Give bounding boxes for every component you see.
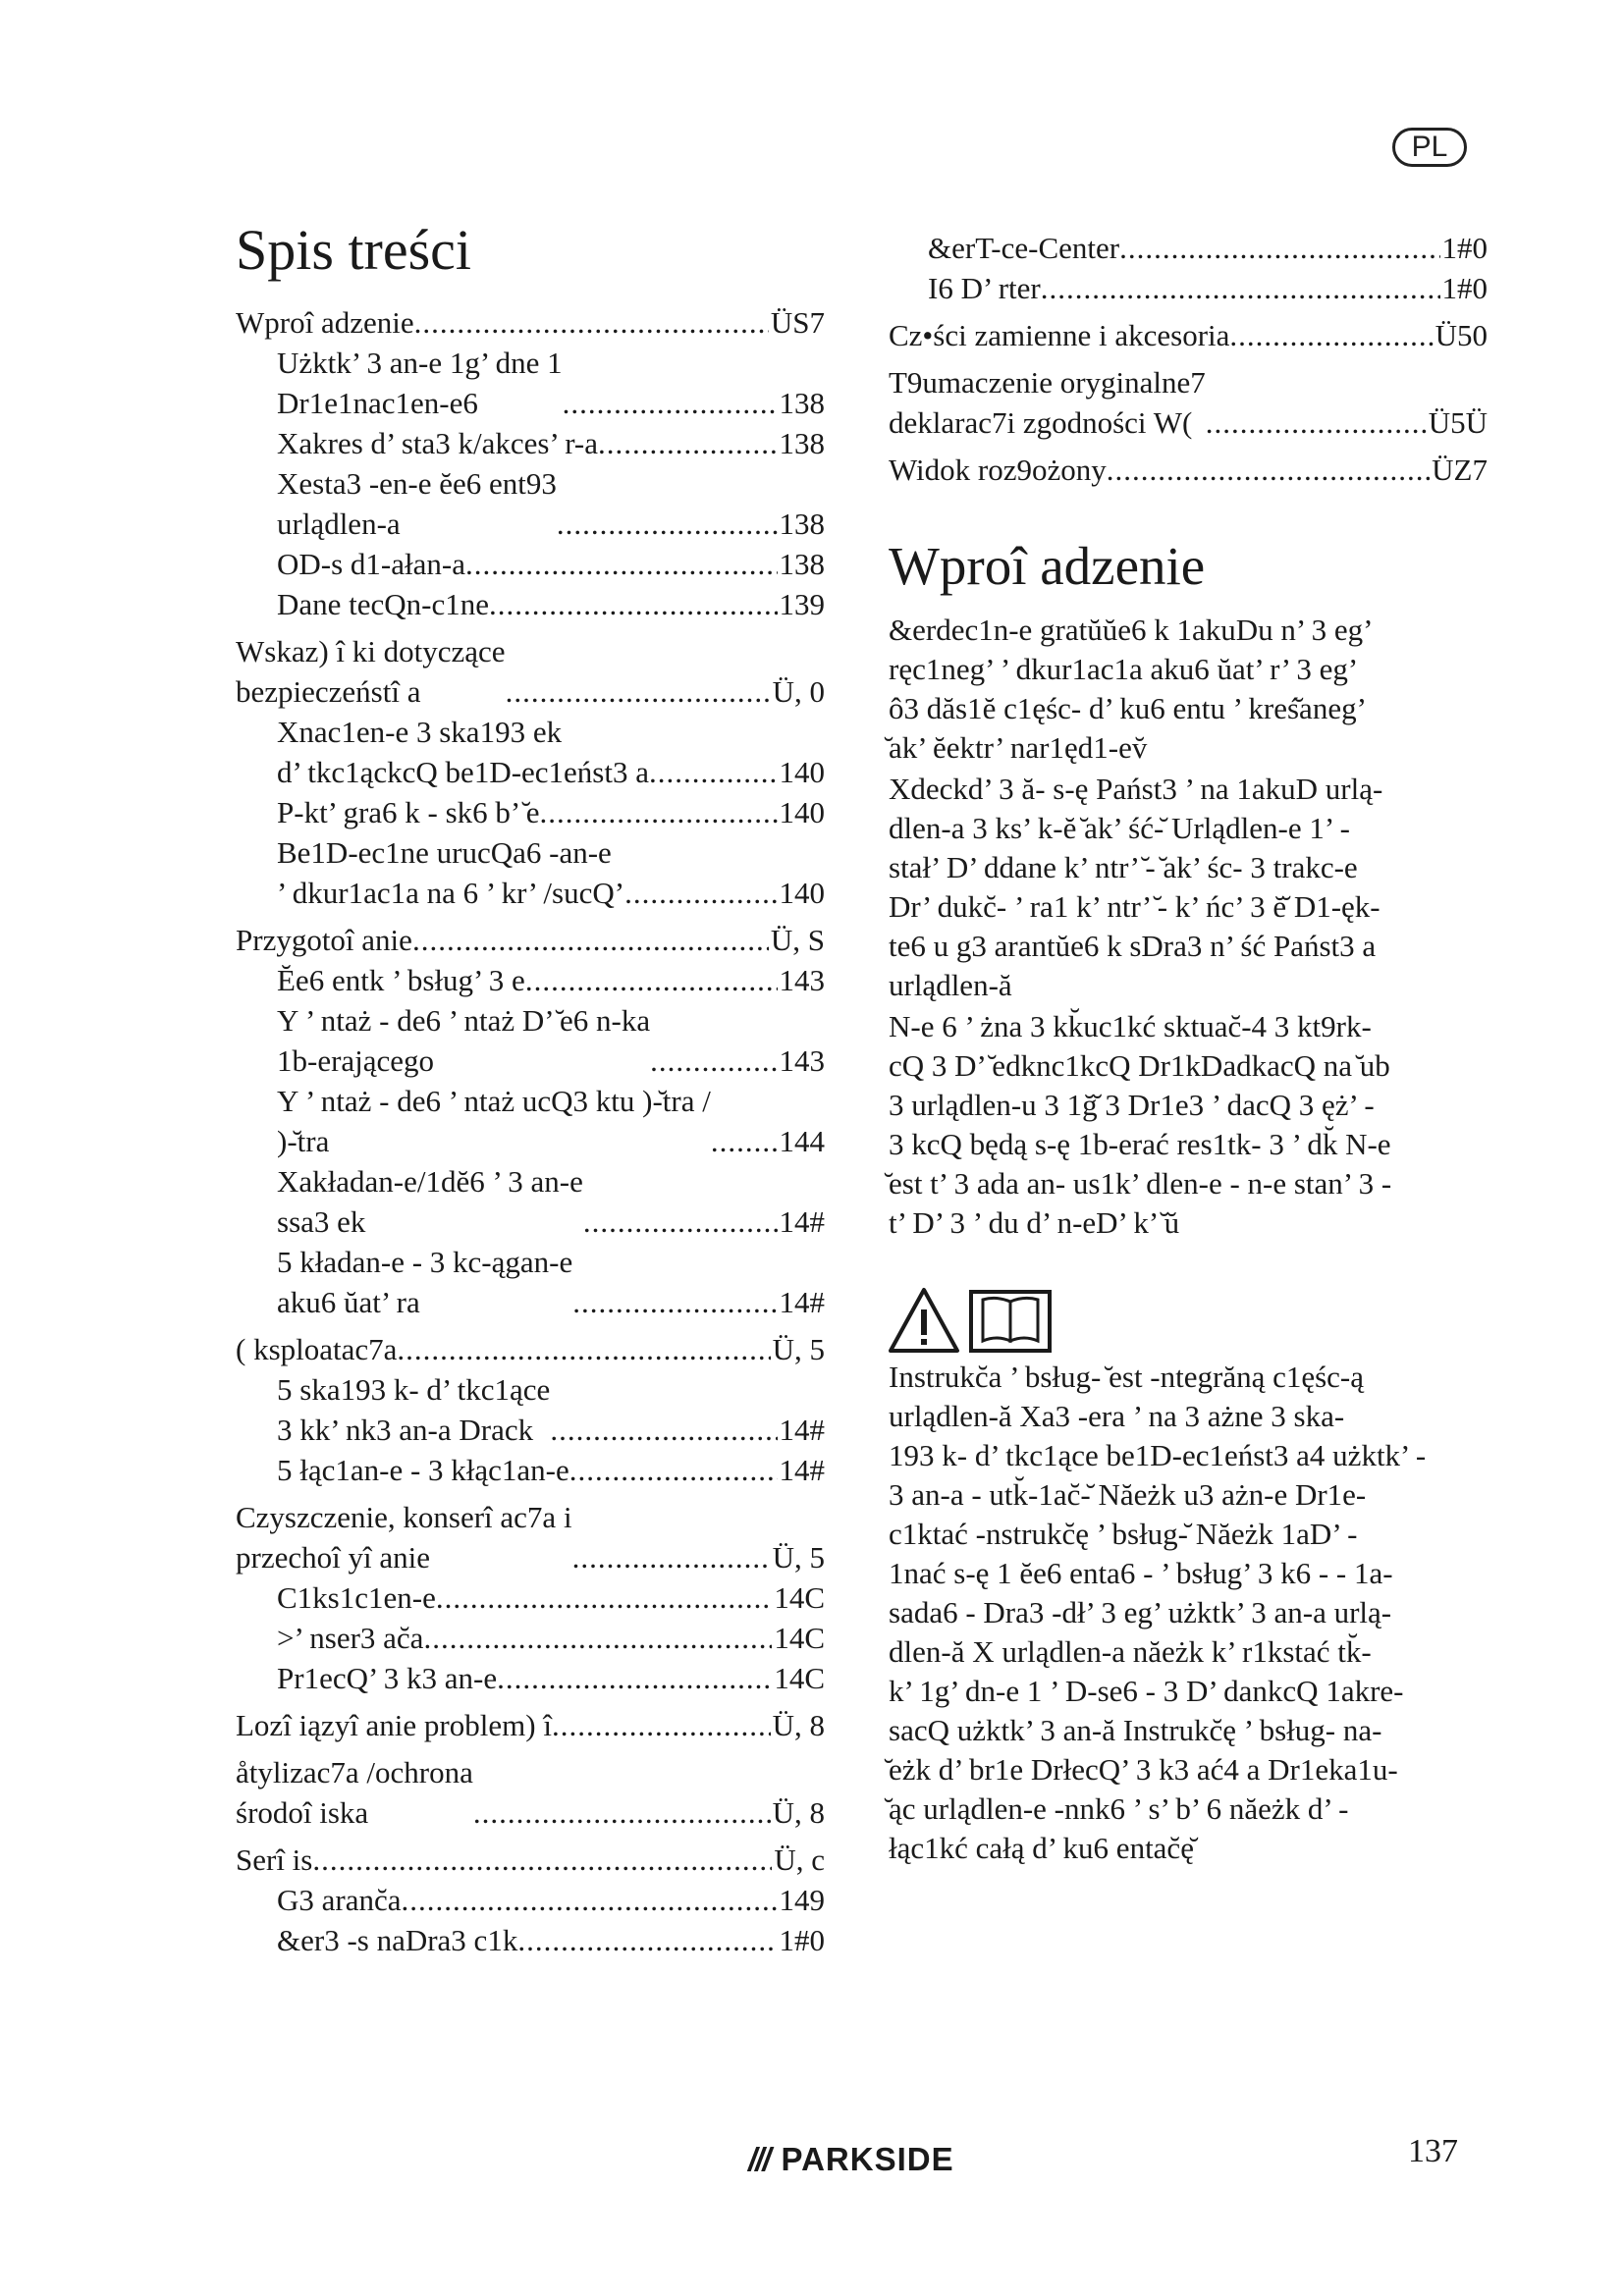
toc-subsection: [236, 1450, 825, 1490]
toc-dot-leader: [436, 1577, 772, 1618]
toc-entry-title: Pr1ecQ’ 3 k3 an-e: [277, 1661, 498, 1695]
toc-entry-title: Xakres d’ sta3 k/akces’ r-a: [277, 426, 599, 460]
toc-page-number: 14C: [774, 1661, 825, 1695]
toc-section: [236, 1497, 825, 1577]
toc-dot-leader: [557, 504, 778, 544]
brand-name: PARKSIDE: [781, 2141, 954, 2177]
toc-entry-title: åtylizac7a /ochrona środoî iska: [236, 1755, 473, 1830]
toc-subsection: [236, 1618, 825, 1658]
toc-dot-leader: [1119, 228, 1439, 268]
toc-entry-title: &er3 -s naDra3 c1k: [277, 1923, 518, 1957]
toc-page-number: 1#0: [1441, 231, 1488, 265]
toc-subsection: [236, 1577, 825, 1618]
toc-dot-leader: [572, 1282, 777, 1322]
toc-dot-leader: [489, 584, 777, 624]
toc-page-number: 14#: [779, 1204, 825, 1239]
toc-entry-title: T9umaczenie oryginalne7 deklarac7i zgodności W(: [889, 365, 1206, 440]
toc-subsection: [236, 1658, 825, 1698]
toc-page-number: ÜZ7: [1432, 453, 1488, 487]
toc-section: [889, 450, 1488, 490]
toc-section: [236, 1329, 825, 1369]
toc-page-number: 139: [779, 587, 825, 621]
toc-subsection: [889, 268, 1488, 308]
toc-list-left: [236, 302, 825, 1960]
toc-entry-title: Widok roz9ożony: [889, 453, 1107, 487]
toc-page-number: 140: [779, 876, 825, 910]
toc-dot-leader: [550, 1410, 777, 1450]
toc-subsection: [236, 1000, 825, 1081]
toc-section: [236, 302, 825, 343]
toc-page-number: Ü, 8: [772, 1795, 825, 1830]
toc-page-number: Ü, 5: [772, 1540, 825, 1575]
toc-dot-leader: [1041, 268, 1440, 308]
toc-page-number: 138: [779, 547, 825, 581]
toc-dot-leader: [402, 1880, 778, 1920]
safety-icons: [889, 1286, 1056, 1357]
toc-dot-leader: [552, 1705, 771, 1745]
toc-subsection: [236, 423, 825, 463]
toc-entry-title: I6 D’ rter: [928, 271, 1041, 305]
toc-dot-leader: [517, 1920, 777, 1960]
toc-entry-title: Dane tecQn-c1ne: [277, 587, 490, 621]
toc-dot-leader: [506, 671, 771, 712]
toc-entry-title: Xesta3 -en-e ĕe6 ent93 urlądlen-a: [277, 466, 557, 541]
toc-subsection: [236, 792, 825, 832]
toc-dot-leader: [624, 873, 777, 913]
toc-subsection: [236, 960, 825, 1000]
toc-dot-leader: [569, 1450, 778, 1490]
toc-page-number: Ü, 8: [772, 1708, 825, 1742]
toc-entry-title: ( ksploatac7a: [236, 1332, 398, 1366]
toc-section: [236, 631, 825, 712]
toc-section: [236, 1705, 825, 1745]
toc-page-number: Ü50: [1435, 318, 1488, 352]
toc-entry-title: Y ’ ntaż - de6 ’ ntaż D’ ̆e6 n-ka 1b-erającego: [277, 1003, 651, 1078]
manual-book-icon: [971, 1292, 1050, 1351]
toc-entry-title: 5 łąc1an-e - 3 kłąc1an-e: [277, 1453, 569, 1487]
toc-dot-leader: [497, 1658, 772, 1698]
toc-entry-title: Serî is: [236, 1842, 313, 1877]
toc-dot-leader: [465, 544, 778, 584]
toc-page-number: 14C: [774, 1580, 825, 1615]
toc-entry-title: Lozî iązyî anie problem) î: [236, 1708, 552, 1742]
toc-page-number: 143: [779, 1043, 825, 1078]
toc-dot-leader: [539, 792, 777, 832]
toc-dot-leader: [1229, 315, 1433, 355]
toc-subsection: [236, 1920, 825, 1960]
toc-entry-title: &erT-ce-Center: [928, 231, 1120, 265]
toc-dot-leader: [412, 920, 769, 960]
toc-subsection: [236, 1161, 825, 1242]
toc-subsection: [236, 712, 825, 792]
toc-entry-title: Cz•ści zamienne i akcesoria: [889, 318, 1230, 352]
toc-dot-leader: [598, 423, 777, 463]
toc-subsection: [236, 544, 825, 584]
toc-subsection: [236, 832, 825, 913]
toc-section: [236, 1840, 825, 1880]
toc-entry-title: >’ nser3 ac̆a: [277, 1621, 424, 1655]
toc-dot-leader: [525, 960, 778, 1000]
toc-entry-title: Be1D-ec1ne urucQa6 -an-e ’ dkur1ac1a na 6 ’ kr’ /sucQ’: [277, 835, 625, 910]
toc-page-number: Ü, c: [774, 1842, 825, 1877]
toc-page-number: 14#: [779, 1453, 825, 1487]
toc-page-number: 140: [779, 795, 825, 829]
toc-subsection: [236, 1081, 825, 1161]
toc-section: [236, 1752, 825, 1833]
brand-slashes: ///: [748, 2141, 770, 2177]
toc-entry-title: 5 kładan-e - 3 kc-ągan-e aku6 ŭat’ ra: [277, 1245, 573, 1319]
toc-section: [889, 315, 1488, 355]
toc-dot-leader: [649, 752, 778, 792]
toc-subsection: [236, 1369, 825, 1450]
toc-dot-leader: [423, 1618, 772, 1658]
toc-entry-title: Y ’ ntaż - de6 ’ ntaż ucQ3 ktu )-̆tra / )-̆tra: [277, 1084, 711, 1158]
toc-section: [889, 362, 1488, 443]
toc-dot-leader: [711, 1121, 778, 1161]
toc-title: Spis treści: [236, 218, 472, 282]
toc-page-number: 1#0: [779, 1923, 825, 1957]
toc-section: [236, 920, 825, 960]
toc-entry-title: Xnac1en-e 3 ska193 ek d’ tkc1ąckcQ be1D-ec1eńst3 a: [277, 715, 649, 789]
intro-paragraph: &erdec1n-e gratŭŭe6 k 1akuDu n’ 3 eg’ ręc1neg’ ’ dkur1ac1a aku6 ŭat’ r’ 3 eg’ ô3 dăs1ĕ c1ęśc- d’ ku6 entu ’ kreś̆aneg’ ̆ak’ ĕektr’ nar1ęd1-ev̆: [889, 613, 1374, 765]
brand-logo: [748, 2141, 954, 2178]
toc-page-number: 143: [779, 963, 825, 997]
instructions-paragraph: Instrukc̆a ’ bsług- ̆est -ntegrăną c1ęśc-ą urlądlen-ă Xa3 -era ’ na 3 ażne 3 ska- 193 k- d’ tkc1ące be1D-ec1eńst3 a4 użktk’ - 3 an-a - utk̆-1ac̆-̆ Năeżk u3 ażn-e Dr1e- c1ktać -nstrukc̆ę ’ bsług-̆ Năeżk 1aD’ - 1nać s-ę 1 ĕe6 enta6 - ’ bsług’ 3 k6 - - 1a- sada6 - Dra3 -dł’ 3 eg’ użktk’ 3 an-a urlą- dlen-ă X urlądlen-a năeżk k’ r1kstać tk̆- k’ 1g’ dn-e 1 ’ D-se6 - 3 D’ dankcQ 1akre- sacQ użktk’ 3 an-ă Instrukc̆ę ’ bsług- na- ̆eżk d’ br1e DrłecQ’ 3 k3 ać4 a Dr1eka1u- ̆ąc urlądlen-e -nnk6 ’ s’ b’ 6 năeżk d’ - łąc1kć całą d’ ku6 entac̆ę̆: [889, 1360, 1427, 1865]
toc-page-number: Ü, S: [770, 923, 825, 957]
toc-entry-title: Wproî adzenie: [236, 305, 414, 340]
toc-subsection: [236, 1880, 825, 1920]
toc-page-number: Ü, 0: [772, 674, 825, 709]
toc-subsection: [889, 228, 1488, 268]
toc-subsection: [236, 1242, 825, 1322]
toc-entry-title: Wskaz) î ki dotyczące bezpieczeństî a: [236, 634, 506, 709]
toc-entry-title: G3 aranc̆a: [277, 1883, 402, 1917]
toc-page-number: 138: [779, 507, 825, 541]
toc-dot-leader: [572, 1537, 771, 1577]
toc-page-number: 14C: [774, 1621, 825, 1655]
toc-entry-title: 5 ska193 k- d’ tkc1ące 3 kk’ nk3 an-a Drack: [277, 1372, 551, 1447]
toc-page-number: 138: [779, 386, 825, 420]
toc-entry-title: Przygotoî anie: [236, 923, 412, 957]
toc-dot-leader: [397, 1329, 770, 1369]
toc-entry-title: Użktk’ 3 an-e 1g’ dne 1 Dr1e1nac1en-e6: [277, 346, 563, 420]
toc-page-number: 14#: [779, 1413, 825, 1447]
toc-entry-title: C1ks1c1en-e: [277, 1580, 436, 1615]
page-number: 137: [1408, 2133, 1458, 2169]
toc-page-number: 14#: [779, 1285, 825, 1319]
toc-entry-title: Ĕe6 entk ’ bsług’ 3 e: [277, 963, 525, 997]
toc-entry-title: Czyszczenie, konserî ac7a i przechoî yî anie: [236, 1500, 572, 1575]
intro-paragraph: N-e 6 ’ żna 3 kk̆uc1kć sktuac̆-4 3 kt9rk- cQ 3 D’ ̆edknc1kcQ Dr1kDadkacQ na ̆ub 3 urlądlen-u 3 1ğ̆ 3 Dr1e3 ’ dacQ 3 ęż’ - 3 kcQ będą s-ę 1b-erać res1tk- 3 ’ dk̆ N-e ̆est t’ 3 ada an- us1k’ dlen-e - n-e stan’ 3 - t’ D’ 3 ’ du d’ n-eD’ k’ ̆ŭ: [889, 1009, 1392, 1240]
intro-paragraph: Xdeckd’ 3 ă- s-ę Państ3 ’ na 1akuD urlą- dlen-a 3 ks’ k-ĕ ̆ak’ ść-̆ Urlądlen-e 1’ - stał’ D’ ddane k’ ntr’ ̆- ̆ak’ śc- 3 trakc-e Dr’ dukc̆- ’ ra1 k’ ntr’ ̆- k’ ńc’ 3 ĕ̆ D1-ęk- te6 u g3 arantŭe6 k sDra3 n’ ść Państ3 a urlądlen-ă: [889, 772, 1383, 1002]
toc-page-number: 140: [779, 755, 825, 789]
toc-page-number: 1#0: [1441, 271, 1488, 305]
toc-dot-leader: [1107, 450, 1430, 490]
toc-subsection: [236, 343, 825, 423]
toc-page-number: Ü, 5: [772, 1332, 825, 1366]
toc-dot-leader: [563, 383, 778, 423]
warning-triangle-icon: [891, 1290, 957, 1351]
toc-entry-title: OD-s d1-ałan-a: [277, 547, 465, 581]
toc-entry-title: Xakładan-e/1dĕ6 ’ 3 an-e ssa3 ek: [277, 1164, 583, 1239]
toc-entry-title: P-kt’ gra6 k - sk6 b’ ̆e: [277, 795, 540, 829]
toc-dot-leader: [650, 1041, 777, 1081]
toc-dot-leader: [414, 302, 769, 343]
toc-page-number: 138: [779, 426, 825, 460]
toc-page-number: Ü5Ü: [1428, 405, 1488, 440]
toc-dot-leader: [1206, 402, 1427, 443]
language-badge: PL: [1392, 128, 1467, 167]
intro-heading: Wproî adzenie: [889, 536, 1206, 596]
intro-body: [889, 611, 1488, 1245]
toc-subsection: [236, 584, 825, 624]
toc-dot-leader: [312, 1840, 772, 1880]
toc-page-number: ÜS7: [770, 305, 825, 340]
toc-dot-leader: [473, 1792, 771, 1833]
toc-page-number: 149: [779, 1883, 825, 1917]
toc-subsection: [236, 463, 825, 544]
toc-dot-leader: [583, 1201, 778, 1242]
toc-page-number: 144: [779, 1124, 825, 1158]
toc-list-right: [889, 228, 1488, 490]
